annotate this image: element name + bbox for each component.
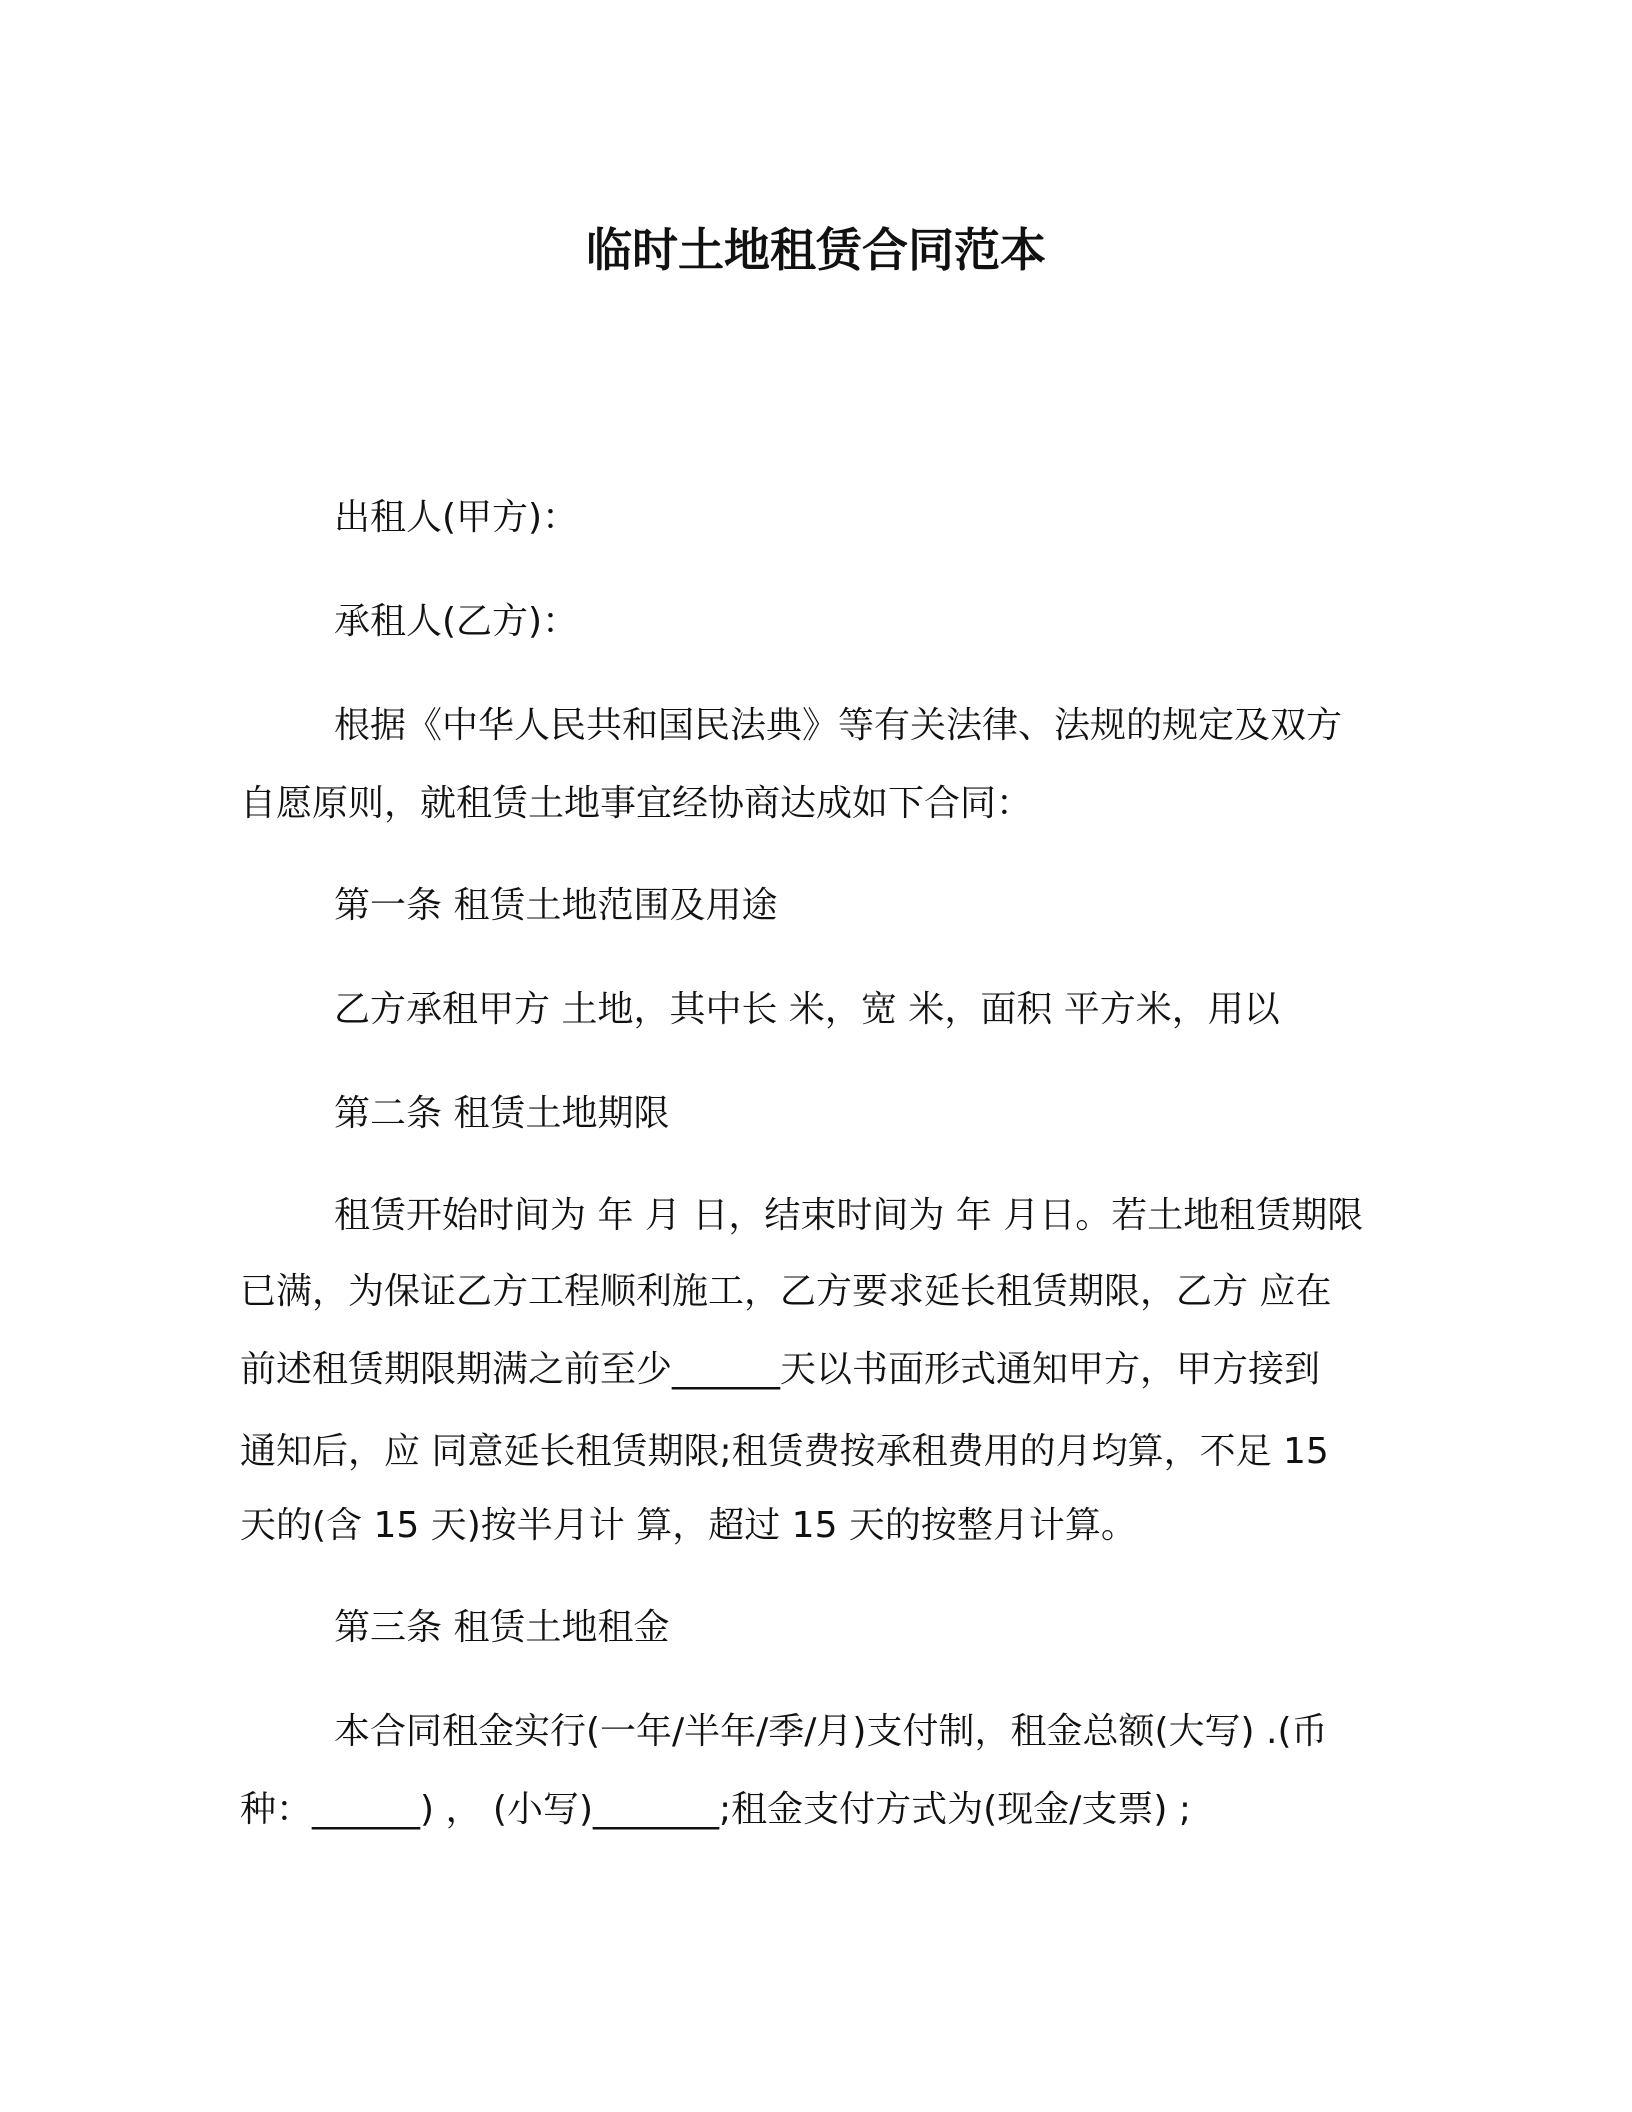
lessor-line: 出租人(甲方)： [334,497,579,538]
preamble-line-2: 自愿原则，就租赁土地事宜经协商达成如下合同： [240,783,1033,824]
article2-line-2: 已满，为保证乙方工程顺利施工，乙方要求延长租赁期限，乙方 应在 [240,1271,1332,1312]
article3-heading: 第三条 租赁土地租金 [334,1607,670,1648]
document-title: 临时土地租赁合同范本 [586,223,1046,277]
article3-line-1: 本合同租金实行(一年/半年/季/月)支付制，租金总额(大写) .(币 [334,1711,1328,1752]
article2-line-4: 通知后，应 同意延长租赁期限;租赁费按承租费用的月均算，不足 15 [240,1431,1329,1472]
article3-line-2: 种：______) ， (小写)_______;租金支付方式为(现金/支票) ; [240,1789,1191,1830]
article1-line-1: 乙方承租甲方 土地，其中长 米，宽 米，面积 平方米，用以 [334,989,1280,1030]
article1-heading: 第一条 租赁土地范围及用途 [334,885,778,926]
article2-heading: 第二条 租赁土地期限 [334,1093,670,1134]
preamble-line-1: 根据《中华人民共和国民法典》等有关法律、法规的规定及双方 [334,705,1343,746]
article2-line-5: 天的(含 15 天)按半月计 算，超过 15 天的按整月计算。 [240,1505,1137,1546]
article2-line-3: 前述租赁期限期满之前至少______天以书面形式通知甲方，甲方接到 [240,1349,1321,1390]
lessee-line: 承租人(乙方)： [334,601,579,642]
article2-line-1: 租赁开始时间为 年 月 日，结束时间为 年 月日。若土地租赁期限 [334,1195,1364,1236]
